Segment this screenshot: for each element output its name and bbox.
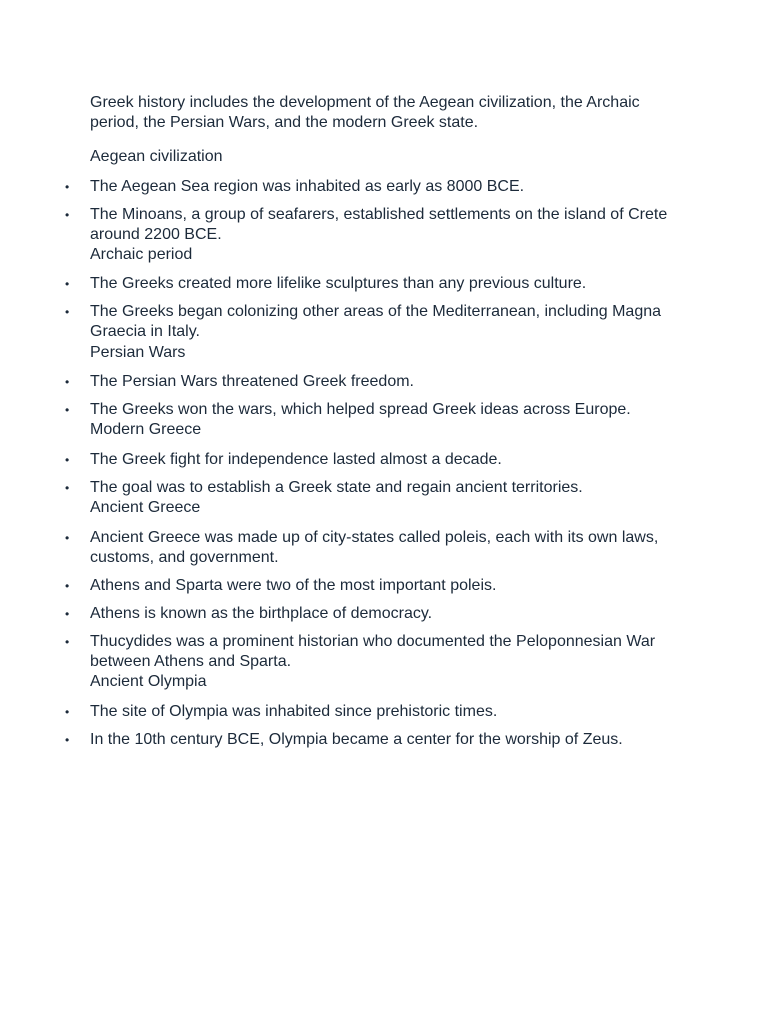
bullet-icon: •	[65, 180, 70, 194]
bullet-icon: •	[65, 481, 70, 495]
intro-paragraph: Greek history includes the development of the Aegean civilization, the Archaic period, the Persian Wars, and the modern Greek state.	[90, 94, 640, 131]
section-heading-aegean: Aegean civilization	[90, 148, 223, 165]
list-item: The Minoans, a group of seafarers, established settlements on the island of Crete around 2200 BCE.	[90, 206, 668, 243]
bullet-icon: •	[65, 305, 70, 319]
list-item: The Greeks created more lifelike sculptures than any previous culture.	[90, 275, 587, 292]
bullet-icon: •	[65, 705, 70, 719]
list-item: Ancient Greece was made up of city-states called poleis, each with its own laws, customs, and government.	[90, 529, 659, 566]
section-heading-archaic: Archaic period	[90, 246, 193, 263]
list-item: Thucydides was a prominent historian who documented the Peloponnesian War between Athens and Sparta.	[90, 633, 656, 670]
bullet-icon: •	[65, 579, 70, 593]
list-item: Athens and Sparta were two of the most important poleis.	[90, 577, 497, 594]
section-heading-persian-wars: Persian Wars	[90, 344, 186, 361]
list-item: The site of Olympia was inhabited since prehistoric times.	[90, 703, 498, 720]
list-item: The Greek fight for independence lasted almost a decade.	[90, 451, 502, 468]
list-item: The goal was to establish a Greek state and regain ancient territories.	[90, 479, 583, 496]
bullet-icon: •	[65, 453, 70, 467]
list-item: The Aegean Sea region was inhabited as early as 8000 BCE.	[90, 178, 525, 195]
section-heading-ancient-olympia: Ancient Olympia	[90, 673, 207, 690]
bullet-icon: •	[65, 607, 70, 621]
bullet-icon: •	[65, 375, 70, 389]
bullet-icon: •	[65, 403, 70, 417]
list-item: The Greeks began colonizing other areas of the Mediterranean, including Magna Graecia in Italy.	[90, 303, 662, 340]
section-heading-modern-greece: Modern Greece	[90, 421, 202, 438]
list-item: The Greeks won the wars, which helped spread Greek ideas across Europe.	[90, 401, 631, 418]
list-item: The Persian Wars threatened Greek freedom.	[90, 373, 414, 390]
bullet-icon: •	[65, 208, 70, 222]
list-item: In the 10th century BCE, Olympia became a center for the worship of Zeus.	[90, 731, 623, 748]
bullet-icon: •	[65, 635, 70, 649]
bullet-icon: •	[65, 733, 70, 747]
list-item: Athens is known as the birthplace of democracy.	[90, 605, 433, 622]
section-heading-ancient-greece: Ancient Greece	[90, 499, 201, 516]
bullet-icon: •	[65, 277, 70, 291]
bullet-icon: •	[65, 531, 70, 545]
